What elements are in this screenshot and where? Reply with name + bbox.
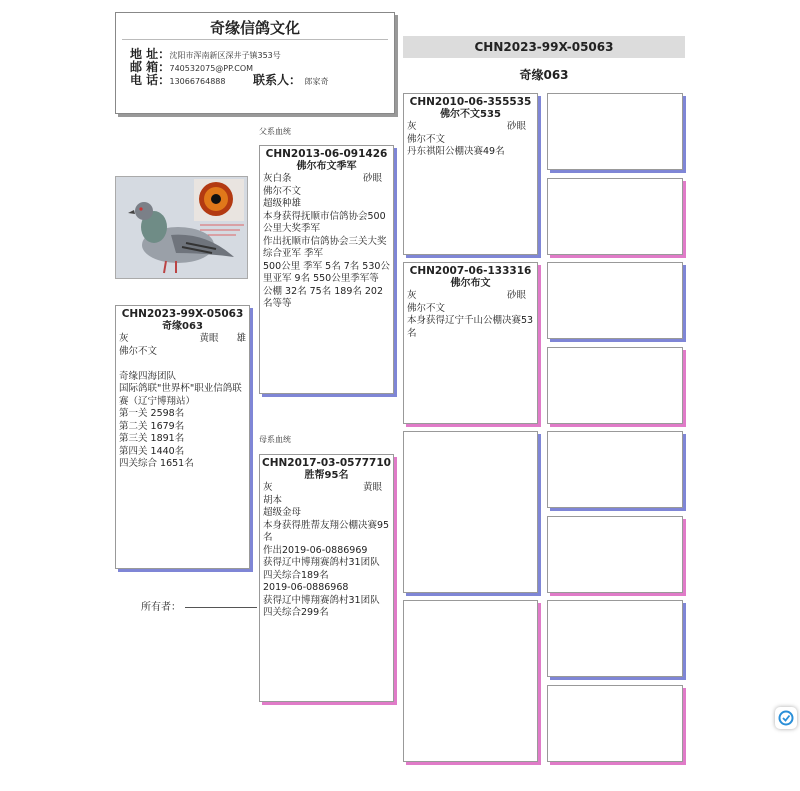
dam-color: 灰 bbox=[263, 482, 273, 493]
subject-sex: 雄 bbox=[236, 333, 246, 344]
sire-record: 佛尔不文 超级种雄 本身获得抚顺市信鸽协会500公里大奖季军 作出抚顺市信鸽协会三关大奖综合亚军 季军 500公里 季军 5名 7名 530公里亚军 9名 550公里季军等 公棚 32名 75名 189名 202名等等 bbox=[263, 185, 390, 309]
sire-sire-card bbox=[403, 93, 538, 255]
sire-sire-eye: 砂眼 bbox=[506, 121, 526, 132]
sire-card bbox=[259, 145, 394, 394]
sire-dam-eye: 砂眼 bbox=[506, 290, 526, 301]
sire-name: 佛尔布文季军 bbox=[296, 160, 357, 172]
sire-sire-name: 佛尔不文535 bbox=[440, 108, 501, 120]
dam-card bbox=[259, 454, 394, 702]
ring-number-banner: CHN2023-99X-05063 bbox=[403, 36, 685, 58]
breeder-info-box bbox=[115, 12, 395, 114]
subject-record: 佛尔不文 奇缘四海团队 国际鸽联"世界杯"职业信鸽联赛（辽宁博翔站） 第一关 2598名 第二关 1679名 第三关 1891名 第四关 1440名 四关综合 1651名 bbox=[119, 345, 242, 469]
owner-field bbox=[141, 598, 257, 613]
dam-eye: 黄眼 bbox=[362, 482, 382, 493]
ggp-card-1 bbox=[547, 93, 683, 170]
pigeon-photo bbox=[115, 176, 248, 279]
org-name: 奇缘信鸽文化 bbox=[209, 19, 300, 37]
subject-pigeon-card bbox=[115, 305, 250, 569]
dam-ring-number: CHN2017-03-0577710 bbox=[262, 457, 391, 469]
sire-eye: 砂眼 bbox=[362, 173, 382, 184]
ggp-card-8 bbox=[547, 685, 683, 762]
ggp-card-5 bbox=[547, 431, 683, 508]
floating-assist-button[interactable] bbox=[775, 707, 797, 729]
subject-ring-number: CHN2023-99X-05063 bbox=[121, 308, 244, 320]
phone-row bbox=[130, 71, 329, 88]
dam-traits bbox=[260, 482, 393, 495]
sire-dam-traits bbox=[404, 290, 537, 303]
dam-sire-card bbox=[403, 431, 538, 593]
sire-line-label: 父系血统 bbox=[259, 127, 291, 136]
contact-value: 郎家奇 bbox=[304, 77, 329, 86]
sire-dam-record: 佛尔不文 本身获得辽宁千山公棚决赛53名 bbox=[407, 302, 534, 339]
subject-name: 奇缘063 bbox=[162, 320, 203, 332]
ggp-card-6 bbox=[547, 516, 683, 593]
subject-color: 灰 bbox=[119, 333, 129, 344]
sire-traits bbox=[260, 173, 393, 186]
address-label: 地 址： bbox=[130, 47, 171, 61]
sire-dam-color: 灰 bbox=[407, 290, 417, 301]
ggp-card-3 bbox=[547, 262, 683, 339]
subject-traits bbox=[116, 333, 249, 346]
sire-sire-traits bbox=[404, 121, 537, 134]
sire-ring-number: CHN2013-06-091426 bbox=[265, 148, 388, 160]
phone-label: 电 话： bbox=[130, 73, 171, 87]
ggp-card-2 bbox=[547, 178, 683, 255]
dam-record: 胡本 超级金母 本身获得胜帮友翔公棚决赛95名 作出2019-06-0886969 获得辽中博翔赛鸽村31团队 四关综合189名 2019-06-0886968 获得辽中博翔赛鸽村31团队 四关综合299名 bbox=[263, 494, 390, 618]
dam-dam-card bbox=[403, 600, 538, 762]
pigeon-name-title: 奇缘063 bbox=[519, 68, 569, 82]
sire-dam-card bbox=[403, 262, 538, 424]
sire-sire-ring-number: CHN2010-06-355535 bbox=[409, 96, 532, 108]
assist-icon bbox=[775, 707, 797, 729]
email-value: 740532075@PP.COM bbox=[169, 64, 254, 73]
ggp-card-7 bbox=[547, 600, 683, 677]
dam-name: 胜帮95名 bbox=[304, 469, 349, 481]
sire-sire-record: 佛尔不文 丹东祺阳公棚决赛49名 bbox=[407, 133, 505, 157]
ggp-card-4 bbox=[547, 347, 683, 424]
phone-value: 13066764888 bbox=[169, 77, 226, 86]
dam-line-label: 母系血统 bbox=[259, 435, 291, 444]
email-label: 邮 箱： bbox=[130, 60, 171, 74]
pigeon-illustration-icon bbox=[116, 177, 247, 278]
owner-blank-line bbox=[185, 607, 257, 608]
subject-eye: 黄眼 bbox=[199, 333, 219, 344]
sire-sire-color: 灰 bbox=[407, 121, 417, 132]
header-divider bbox=[122, 39, 388, 40]
sire-color: 灰白条 bbox=[263, 173, 292, 184]
sire-dam-ring-number: CHN2007-06-133316 bbox=[409, 265, 532, 277]
owner-label: 所有者： bbox=[141, 602, 181, 613]
address-value: 沈阳市浑南新区深井子镇353号 bbox=[169, 51, 281, 60]
sire-dam-name: 佛尔布文 bbox=[450, 277, 491, 289]
contact-label: 联系人： bbox=[253, 73, 302, 87]
